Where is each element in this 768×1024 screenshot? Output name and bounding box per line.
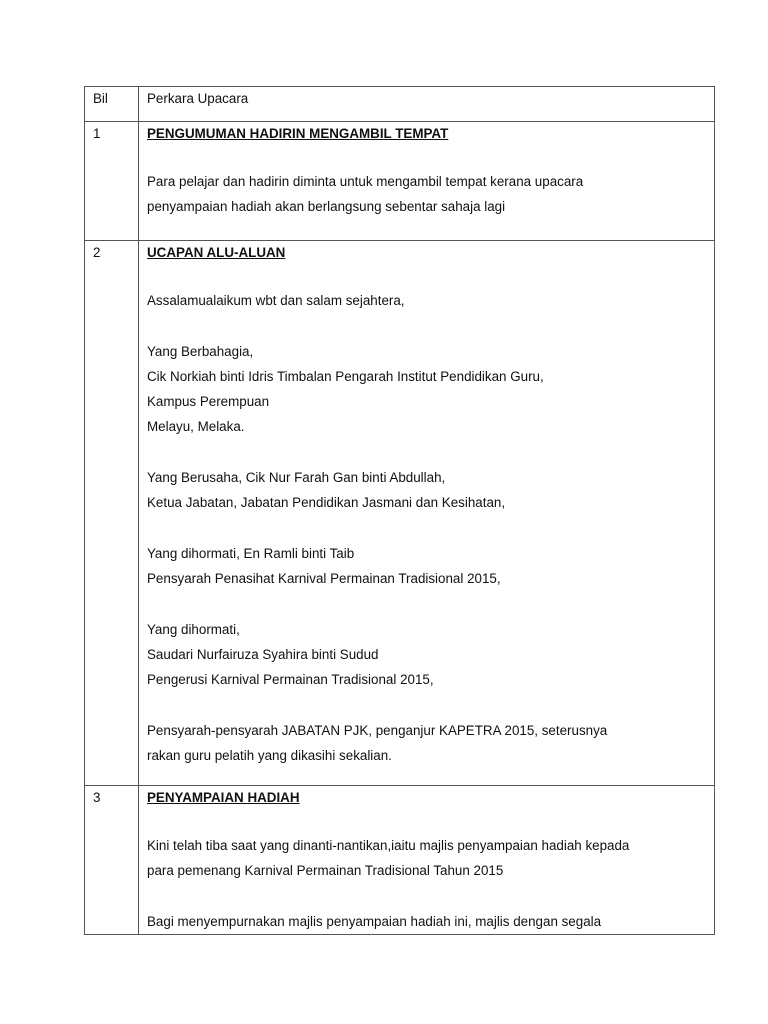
text-line: Saudari Nurfairuza Syahira binti Sudud xyxy=(147,647,379,662)
row-number: 1 xyxy=(93,126,101,141)
text-line: Yang Berusaha, Cik Nur Farah Gan binti Abdullah, xyxy=(147,470,446,485)
row-content xyxy=(139,786,714,934)
row-content xyxy=(139,241,714,768)
text-line: Pensyarah-pensyarah JABATAN PJK, penganjur KAPETRA 2015, seterusnya xyxy=(147,723,608,738)
text-line: rakan guru pelatih yang dikasihi sekalian. xyxy=(147,748,392,763)
table-row xyxy=(85,786,715,935)
text-line: Yang dihormati, xyxy=(147,622,240,637)
text-line: Cik Norkiah binti Idris Timbalan Pengarah Institut Pendidikan Guru, xyxy=(147,369,544,384)
header-cell-item xyxy=(139,87,715,122)
ceremony-table xyxy=(84,86,715,935)
header-item-label: Perkara Upacara xyxy=(147,91,249,106)
text-line: Pensyarah Penasihat Karnival Permainan Tradisional 2015, xyxy=(147,571,501,586)
text-line: Kini telah tiba saat yang dinanti-nantikan,iaitu majlis penyampaian hadiah kepada xyxy=(147,838,630,853)
text-line: penyampaian hadiah akan berlangsung sebentar sahaja lagi xyxy=(147,199,506,214)
table-row xyxy=(85,122,715,241)
row-number: 3 xyxy=(93,790,101,805)
section-title: UCAPAN ALU-ALUAN xyxy=(147,245,286,260)
text-line: Yang Berbahagia, xyxy=(147,344,254,359)
text-line: Ketua Jabatan, Jabatan Pendidikan Jasmani dan Kesihatan, xyxy=(147,495,506,510)
text-line: Yang dihormati, En Ramli binti Taib xyxy=(147,546,355,561)
text-line: Melayu, Melaka. xyxy=(147,419,245,434)
row-number: 2 xyxy=(93,245,101,260)
header-cell-number xyxy=(85,87,139,122)
text-line: Kampus Perempuan xyxy=(147,394,270,409)
row-content xyxy=(139,122,714,219)
greeting-line: Assalamualaikum wbt dan salam sejahtera, xyxy=(147,293,405,308)
text-line: Bagi menyempurnakan majlis penyampaian hadiah ini, majlis dengan segala xyxy=(147,914,602,929)
section-title: PENYAMPAIAN HADIAH xyxy=(147,790,300,805)
header-number-label: Bil xyxy=(93,91,108,106)
section-title: PENGUMUMAN HADIRIN MENGAMBIL TEMPAT xyxy=(147,126,449,141)
table-header-row xyxy=(85,87,715,122)
text-line: para pemenang Karnival Permainan Tradisional Tahun 2015 xyxy=(147,863,504,878)
text-line: Para pelajar dan hadirin diminta untuk mengambil tempat kerana upacara xyxy=(147,174,584,189)
text-line: Pengerusi Karnival Permainan Tradisional 2015, xyxy=(147,672,434,687)
table-row xyxy=(85,241,715,786)
